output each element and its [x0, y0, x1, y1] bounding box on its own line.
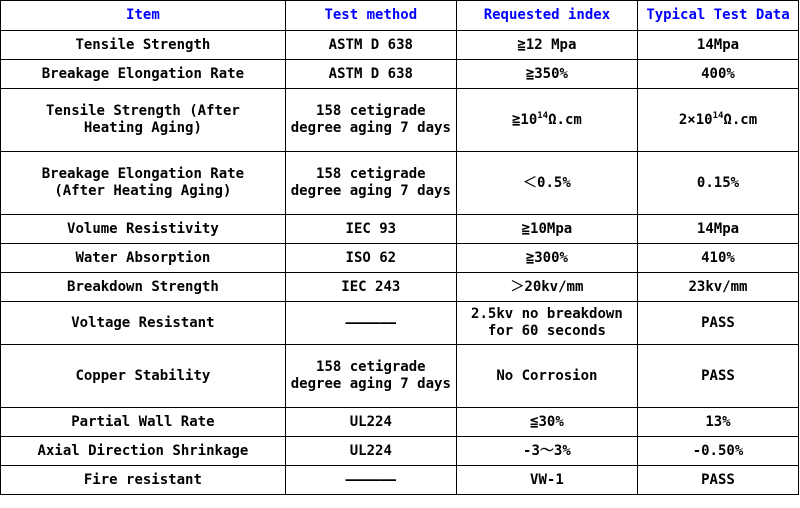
row-index: ≧300%: [456, 244, 637, 273]
header-typical-test-data: Typical Test Data: [637, 1, 798, 31]
row-method: 158 cetigrade degree aging 7 days: [285, 152, 456, 215]
row-item: Breakage Elongation Rate (After Heating Aging): [1, 152, 286, 215]
row-data: 14Mpa: [637, 31, 798, 60]
row-index: 2.5kv no breakdown for 60 seconds: [456, 302, 637, 345]
row-index: No Corrosion: [456, 345, 637, 408]
table-row: [1, 31, 799, 60]
row-item: Volume Resistivity: [1, 215, 286, 244]
row-index: -3～3%: [456, 437, 637, 466]
row-data: 410%: [637, 244, 798, 273]
row-item: Breakage Elongation Rate: [1, 60, 286, 89]
row-method: 158 cetigrade degree aging 7 days: [285, 89, 456, 152]
row-data: [637, 89, 798, 152]
row-method: ——————: [285, 302, 456, 345]
row-index: [456, 89, 637, 152]
row-method: ISO 62: [285, 244, 456, 273]
row-item: Fire resistant: [1, 466, 286, 495]
row-method: 158 cetigrade degree aging 7 days: [285, 345, 456, 408]
row-data: 0.15%: [637, 152, 798, 215]
index-unit: Ω.cm: [548, 111, 582, 128]
table-row: [1, 466, 799, 495]
row-item: Copper Stability: [1, 345, 286, 408]
table-row: [1, 437, 799, 466]
header-requested-index: Requested index: [456, 1, 637, 31]
header-test-method: Test method: [285, 1, 456, 31]
row-item: Voltage Resistant: [1, 302, 286, 345]
table-row: [1, 89, 799, 152]
row-item: Tensile Strength (After Heating Aging): [1, 89, 286, 152]
data-unit: Ω.cm: [723, 111, 758, 128]
row-index: VW-1: [456, 466, 637, 495]
data-base: 2×10: [678, 111, 713, 128]
table-row: [1, 345, 799, 408]
row-data: 400%: [637, 60, 798, 89]
row-method: ASTM D 638: [285, 60, 456, 89]
index-exponent: 14: [537, 110, 549, 121]
row-index: ≧12 Mpa: [456, 31, 637, 60]
row-data: PASS: [637, 345, 798, 408]
index-base: ≧10: [511, 111, 538, 128]
row-item: Axial Direction Shrinkage: [1, 437, 286, 466]
row-data: 13%: [637, 408, 798, 437]
table-row: [1, 302, 799, 345]
row-data: PASS: [637, 466, 798, 495]
row-index: ≧10Mpa: [456, 215, 637, 244]
row-method: ASTM D 638: [285, 31, 456, 60]
row-index: ＜0.5%: [456, 152, 637, 215]
row-index: ≧350%: [456, 60, 637, 89]
row-method: UL224: [285, 408, 456, 437]
row-item: Partial Wall Rate: [1, 408, 286, 437]
row-data: PASS: [637, 302, 798, 345]
table-row: [1, 152, 799, 215]
row-item: Water Absorption: [1, 244, 286, 273]
row-data: 23kv/mm: [637, 273, 798, 302]
table-row: [1, 244, 799, 273]
data-exponent: 14: [712, 110, 724, 121]
row-index: ＞20kv/mm: [456, 273, 637, 302]
row-data: 14Mpa: [637, 215, 798, 244]
row-item: Breakdown Strength: [1, 273, 286, 302]
row-data: -0.50%: [637, 437, 798, 466]
row-item: Tensile Strength: [1, 31, 286, 60]
table-row: [1, 60, 799, 89]
table-row: [1, 273, 799, 302]
row-index: ≦30%: [456, 408, 637, 437]
header-row: [1, 1, 799, 31]
header-item: Item: [1, 1, 286, 31]
table-row: [1, 408, 799, 437]
row-method: IEC 93: [285, 215, 456, 244]
row-method: UL224: [285, 437, 456, 466]
table-row: [1, 215, 799, 244]
row-method: IEC 243: [285, 273, 456, 302]
row-method: ——————: [285, 466, 456, 495]
